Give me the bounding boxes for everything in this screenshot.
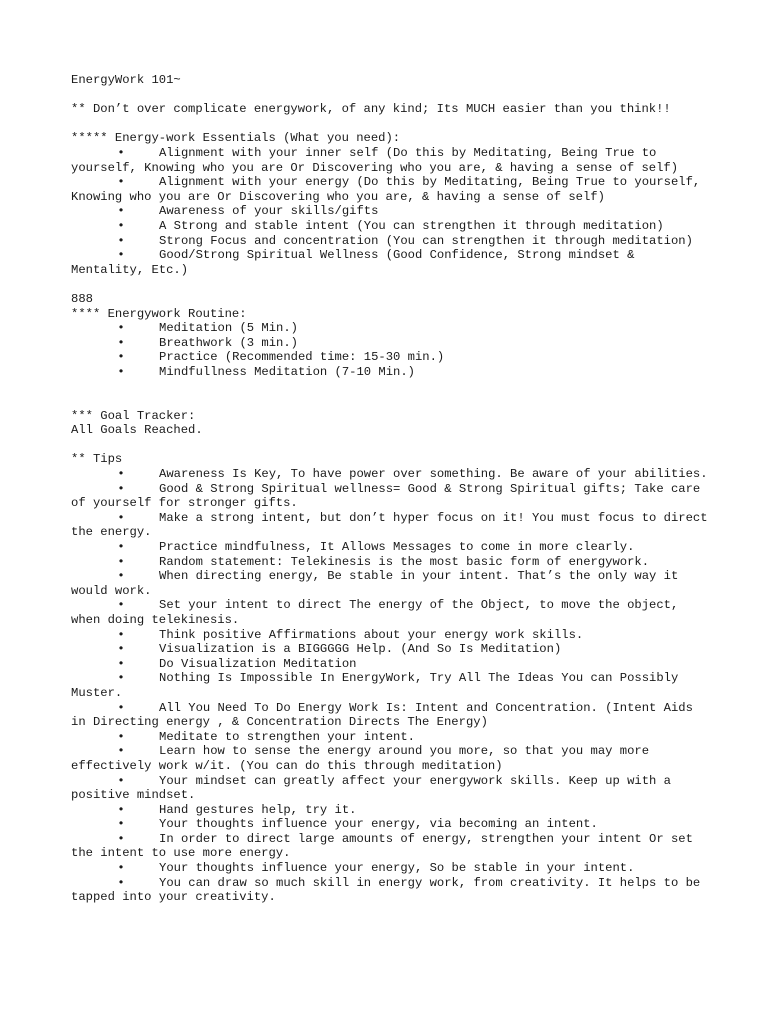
list-item bbox=[71, 321, 711, 336]
list-item bbox=[71, 876, 711, 905]
list-item bbox=[71, 482, 711, 511]
bullet-icon: • bbox=[117, 218, 125, 233]
bullet-icon: • bbox=[117, 350, 125, 365]
bullet-icon: • bbox=[117, 700, 125, 715]
bullet-icon: • bbox=[117, 569, 125, 584]
bullet-icon: • bbox=[117, 656, 125, 671]
bullet-icon: • bbox=[117, 145, 125, 160]
bullet-icon: • bbox=[117, 321, 125, 336]
list-item bbox=[71, 540, 711, 555]
list-item-text: Think positive Affirmations about your energy work skills. bbox=[159, 627, 584, 642]
list-item bbox=[71, 657, 711, 672]
list-item-text: In order to direct large amounts of energy, strengthen your intent Or set the intent to use more energy. bbox=[71, 831, 693, 861]
bullet-icon: • bbox=[117, 598, 125, 613]
list-item bbox=[71, 175, 711, 204]
list-item bbox=[71, 701, 711, 730]
list-item bbox=[71, 744, 711, 773]
list-item-text: Do Visualization Meditation bbox=[159, 656, 357, 671]
bullet-icon: • bbox=[117, 729, 125, 744]
list-item-text: Meditate to strengthen your intent. bbox=[159, 729, 415, 744]
list-item bbox=[71, 248, 711, 277]
list-item-text: Meditation (5 Min.) bbox=[159, 321, 298, 336]
list-item bbox=[71, 803, 711, 818]
document-page bbox=[71, 73, 711, 905]
bullet-icon: • bbox=[117, 233, 125, 248]
list-item-text: Practice (Recommended time: 15-30 min.) bbox=[159, 350, 445, 365]
bullet-icon: • bbox=[117, 540, 125, 554]
list-item bbox=[71, 555, 711, 570]
list-item bbox=[71, 350, 711, 365]
bullet-icon: • bbox=[117, 744, 125, 759]
list-item bbox=[71, 511, 711, 540]
list-item-text: All You Need To Do Energy Work Is: Intent and Concentration. (Intent Aids in Directing energy , & Concentration Directs The Energy) bbox=[71, 700, 693, 730]
list-item-text: Your thoughts influence your energy, via becoming an intent. bbox=[159, 817, 598, 832]
list-item-text: Mindfullness Meditation (7-10 Min.) bbox=[159, 364, 415, 379]
list-item bbox=[71, 730, 711, 745]
list-item bbox=[71, 642, 711, 657]
goal-tracker-status: All Goals Reached. bbox=[71, 423, 203, 438]
list-item bbox=[71, 569, 711, 598]
list-item-text: A Strong and stable intent (You can strengthen it through meditation) bbox=[159, 218, 664, 233]
list-item bbox=[71, 365, 711, 380]
list-item-text: When directing energy, Be stable in your intent. That’s the only way it would work. bbox=[71, 569, 679, 598]
list-item-text: Set your intent to direct The energy of the Object, to move the object, when doing telekinesis. bbox=[71, 598, 679, 627]
list-item-text: Alignment with your inner self (Do this by Meditating, Being True to yourself, Knowing who you are Or Discovering who you are, & having a sense of self) bbox=[71, 145, 679, 175]
bullet-icon: • bbox=[117, 554, 125, 569]
list-item bbox=[71, 146, 711, 175]
routine-marker: 888 bbox=[71, 291, 93, 306]
list-item bbox=[71, 817, 711, 832]
list-item bbox=[71, 628, 711, 643]
bullet-icon: • bbox=[117, 481, 125, 496]
list-item bbox=[71, 336, 711, 351]
list-item bbox=[71, 598, 711, 627]
list-item-text: Your thoughts influence your energy, So be stable in your intent. bbox=[159, 861, 635, 876]
list-item-text: Random statement: Telekinesis is the most basic form of energywork. bbox=[159, 554, 650, 569]
list-item-text: Awareness of your skills/gifts bbox=[159, 204, 379, 219]
routine-heading: **** Energywork Routine: bbox=[71, 306, 247, 321]
tips-list bbox=[71, 467, 711, 905]
bullet-icon: • bbox=[117, 861, 125, 876]
list-item-text: Nothing Is Impossible In EnergyWork, Try All The Ideas You can Possibly Muster. bbox=[71, 671, 679, 700]
list-item bbox=[71, 467, 711, 482]
list-item bbox=[71, 861, 711, 876]
bullet-icon: • bbox=[117, 467, 125, 482]
list-item-text: You can draw so much skill in energy work, from creativity. It helps to be tapped into your creativity. bbox=[71, 875, 701, 905]
list-item bbox=[71, 832, 711, 861]
essentials-heading: ***** Energy-work Essentials (What you need): bbox=[71, 131, 401, 146]
list-item-text: Alignment with your energy (Do this by Meditating, Being True to yourself, Knowing who you are Or Discovering who you are, & having a sense of self) bbox=[71, 175, 701, 204]
list-item-text: Learn how to sense the energy around you more, so that you may more effectively work w/it. (You can do this through meditation) bbox=[71, 744, 650, 773]
list-item-text: Visualization is a BIGGGGG Help. (And So Is Meditation) bbox=[159, 642, 562, 657]
list-item bbox=[71, 234, 711, 249]
list-item bbox=[71, 219, 711, 234]
bullet-icon: • bbox=[117, 364, 125, 379]
bullet-icon: • bbox=[117, 817, 125, 832]
list-item-text: Practice mindfulness, It Allows Messages to come in more clearly. bbox=[159, 540, 635, 554]
list-item bbox=[71, 774, 711, 803]
list-item-text: Hand gestures help, try it. bbox=[159, 802, 357, 817]
bullet-icon: • bbox=[117, 773, 125, 788]
bullet-icon: • bbox=[117, 831, 125, 846]
bullet-icon: • bbox=[117, 335, 125, 350]
list-item bbox=[71, 204, 711, 219]
document-title: EnergyWork 101~ bbox=[71, 73, 181, 87]
list-item-text: Breathwork (3 min.) bbox=[159, 335, 298, 350]
intro-line: ** Don’t over complicate energywork, of any kind; Its MUCH easier than you think!! bbox=[71, 102, 671, 117]
essentials-list bbox=[71, 146, 711, 277]
list-item-text: Good/Strong Spiritual Wellness (Good Confidence, Strong mindset & Mentality, Etc.) bbox=[71, 248, 635, 277]
bullet-icon: • bbox=[117, 510, 125, 525]
list-item-text: Make a strong intent, but don’t hyper focus on it! You must focus to direct the energy. bbox=[71, 510, 708, 540]
list-item-text: Good & Strong Spiritual wellness= Good & Strong Spiritual gifts; Take care of yourself for stronger gifts. bbox=[71, 481, 701, 511]
bullet-icon: • bbox=[117, 642, 125, 657]
goal-tracker-heading: *** Goal Tracker: bbox=[71, 408, 196, 423]
bullet-icon: • bbox=[117, 204, 125, 219]
routine-list bbox=[71, 321, 711, 379]
bullet-icon: • bbox=[117, 248, 125, 263]
bullet-icon: • bbox=[117, 627, 125, 642]
bullet-icon: • bbox=[117, 875, 125, 890]
list-item bbox=[71, 671, 711, 700]
list-item-text: Strong Focus and concentration (You can strengthen it through meditation) bbox=[159, 233, 693, 248]
list-item-text: Your mindset can greatly affect your energywork skills. Keep up with a positive mindset. bbox=[71, 773, 671, 803]
tips-heading: ** Tips bbox=[71, 452, 123, 467]
bullet-icon: • bbox=[117, 175, 125, 190]
bullet-icon: • bbox=[117, 671, 125, 686]
bullet-icon: • bbox=[117, 802, 125, 817]
list-item-text: Awareness Is Key, To have power over something. Be aware of your abilities. bbox=[159, 467, 708, 482]
